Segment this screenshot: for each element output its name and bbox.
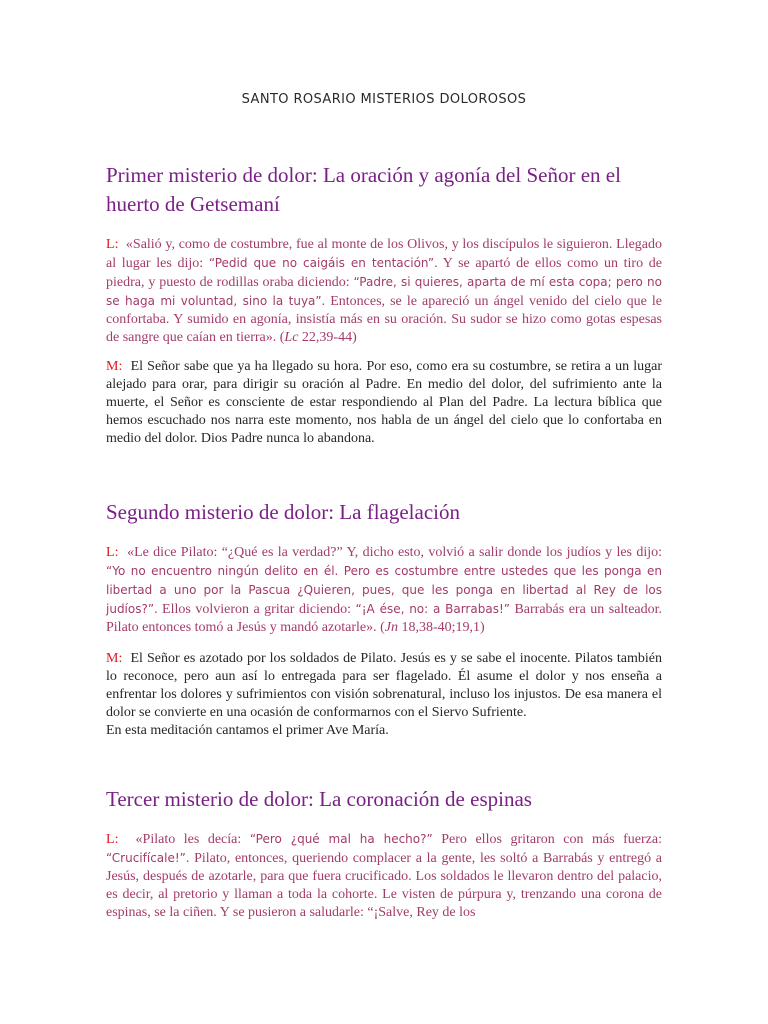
reading-quote: “Pedid que no caigáis en tentación”	[208, 256, 435, 270]
reading-reference-book: Lc	[284, 330, 299, 345]
reading-text: «Salió y, como de costumbre, fue al monte de los Olivos, y los discípulos le siguieron. Llegado al lugar les dijo:	[106, 237, 663, 271]
reading-reference-verses: 18,38-40;19,1)	[397, 620, 485, 635]
reading-paragraph-3	[106, 830, 662, 922]
reading-tag: L:	[106, 832, 119, 847]
reading-quote: “Crucifícale!”	[106, 851, 186, 865]
document-title: SANTO ROSARIO MISTERIOS DOLOROSOS	[241, 92, 527, 107]
meditation-tag: M:	[106, 359, 123, 374]
mystery-heading-3: Tercer misterio de dolor: La coronación de espinas	[106, 787, 532, 811]
reading-text: . Y se apartó de ellos como un tiro de piedra, y puesto de rodillas oraba diciendo:	[106, 256, 662, 290]
reading-quote: “Pero ¿qué mal ha hecho?”	[249, 832, 433, 846]
meditation-paragraph-1	[106, 358, 662, 448]
meditation-text: El Señor sabe que ya ha llegado su hora. Por eso, como era su costumbre, se retira a un lugar alejado para orar, para dirigir su oración al Padre. En medio del dolor, del sufrimiento ante la muerte, el Señor es consciente de estar respondiendo al Plan del Padre. La lectura bíblica que hemos escuchado nos narra este momento, nos habla de un ángel del cielo que lo confortaba en medio del dolor. Dios Padre nunca lo abandona.	[106, 359, 662, 446]
mystery-heading-2: Segundo misterio de dolor: La flagelación	[106, 500, 460, 524]
reading-text: Barrabás era un salteador. Pilato entonces tomó a Jesús y mandó azotarle». (	[106, 602, 663, 635]
meditation-tag: M:	[106, 651, 123, 666]
reading-paragraph-1	[106, 236, 662, 347]
reading-tag: L:	[106, 237, 119, 252]
reading-quote: “¡Salve, Rey de los	[367, 905, 476, 920]
reading-text: «Pilato les decía:	[135, 832, 250, 847]
reading-tag: L:	[106, 545, 119, 560]
meditation-paragraph-2	[106, 650, 662, 740]
reading-text: «Le dice Pilato:	[127, 545, 222, 560]
reading-paragraph-2	[106, 544, 662, 637]
reading-text: Y, dicho esto, volvió a salir donde los judíos y les dijo:	[342, 545, 662, 560]
reading-text: Pero ellos gritaron con más fuerza:	[432, 832, 662, 847]
meditation-closing: En esta meditación cantamos el primer Ave María.	[106, 723, 389, 738]
reading-reference-verses: 22,39-44)	[298, 330, 357, 345]
meditation-text: El Señor es azotado por los soldados de Pilato. Jesús es y se sabe el inocente. Pilatos también lo reconoce, pero aun así lo entregada para ser flagelado. Él asume el dolor y nos enseña a enfrentar los dolores y sufrimientos con visión sobrenatural, incluso los injustos. De esa manera el dolor se convierte en una ocasión de conformarnos con el Siervo Sufriente.	[106, 651, 662, 720]
reading-quote: “Yo no encuentro ningún delito en él. Pero es costumbre entre ustedes que les ponga en libertad a uno por la Pascua ¿Quieren, pues, que les ponga en libertad al Rey de los judíos?”	[106, 564, 662, 616]
reading-quote: “¡A ése, no: a Barrabas!”	[355, 602, 510, 616]
reading-text: . Pilato, entonces, queriendo complacer a la gente, les soltó a Barrabás y entregó a Jesús, después de azotarle, para que fuera crucificado. Los soldados le llevaron dentro del palacio, es decir, al pretorio y llaman a toda la cohorte. Le visten de púrpura y, trenzando una corona de espinas, se la ciñen. Y se pusieron a saludarle:	[106, 851, 662, 920]
reading-quote: “¿Qué es la verdad?”	[221, 545, 343, 560]
reading-text: . Entonces, se le apareció un ángel venido del cielo que le confortaba. Y sumido en agonía, insistía más en su oración. Su sudor se hizo como gotas espesas de sangre que caían en tierra». (	[106, 294, 663, 345]
mystery-heading-1: Primer misterio de dolor: La oración y agonía del Señor en el huerto de Getsemaní	[106, 163, 621, 216]
reading-quote: “Padre, si quieres, aparta de mí esta copa; pero no se haga mi voluntad, sino la tuya”	[106, 275, 662, 308]
reading-reference-book: Jn	[384, 620, 398, 635]
reading-text: . Ellos volvieron a gritar diciendo:	[154, 602, 356, 617]
